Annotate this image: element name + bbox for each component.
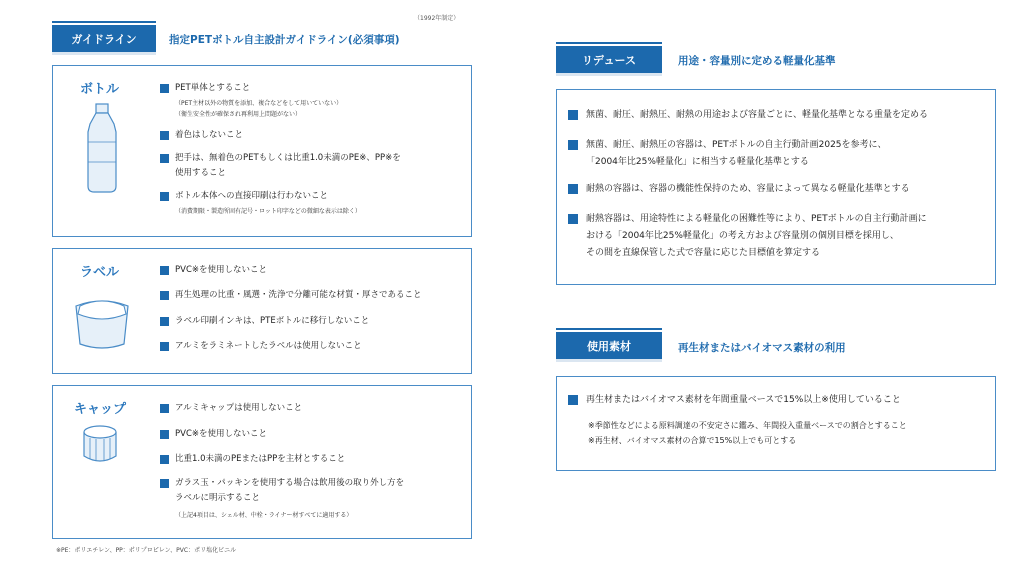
reduce-tag: リデュース — [556, 46, 662, 76]
cap-item-3: 比重1.0未満のPEまたはPPを主材とすること — [160, 452, 460, 467]
cap-item-1: アルミキャップは使用しないこと — [160, 401, 460, 416]
material-item: 再生材またはバイオマス素材を年間重量ベースで15%以上※使用していること — [568, 392, 992, 409]
bottle-item-4: ボトル本体への直接印刷は行わないこと — [160, 189, 460, 204]
cap-note: （上記4項目は、シェル材、中栓・ライナー材すべてに適用する） — [175, 512, 353, 519]
cap-illustration — [78, 422, 122, 466]
bottle-label: ボトル — [80, 82, 120, 97]
guideline-tag: ガイドライン — [52, 25, 156, 55]
reduce-item-2: 無菌、耐圧、耐熱圧の容器は、PETボトルの自主行動計画2025を参考に、 「2004年比25%軽量化」に相当する軽量化基準とする — [568, 137, 992, 171]
cap-item-4: ガラス玉・パッキンを使用する場合は飲用後の取り外し方を ラベルに明示すること — [160, 476, 460, 506]
material-notes: ※季節性などによる原料調達の不安定さに鑑み、年間投入重量ベースでの割合とすること ※再生材、バイオマス素材の合算で15%以上でも可とする — [588, 421, 907, 445]
reduce-item-1: 無菌、耐圧、耐熱圧、耐熱の用途および容量ごとに、軽量化基準となる重量を定める — [568, 107, 992, 124]
reduce-item-4: 耐熱容器は、用途特性による軽量化の困難性等により、PETボトルの自主行動計画に おける「2004年比25%軽量化」の考え方および容量別の個別目標を採用し、 その間を直線保管した式で容量に応じた目標値を算定する — [568, 211, 992, 262]
label-item-2: 再生処理の比重・風選・洗浄で分離可能な材質・厚さであること — [160, 288, 470, 303]
label-item-4: アルミをラミネートしたラベルは使用しないこと — [160, 339, 460, 354]
bottle-item-4-note: （消費期限・製造所固有記号・ロット印字などの微細な表示は除く） — [175, 208, 361, 215]
label-label: ラベル — [80, 265, 120, 280]
guideline-title: 指定PETボトル自主設計ガイドライン(必須事項) — [169, 34, 400, 46]
bottle-illustration — [80, 102, 124, 196]
cap-label: キャップ — [74, 402, 127, 417]
material-tag: 使用素材 — [556, 332, 662, 362]
label-illustration — [72, 292, 132, 354]
material-title: 再生材またはバイオマス素材の利用 — [678, 342, 846, 354]
label-item-3: ラベル印刷インキは、PTEボトルに移行しないこと — [160, 314, 460, 329]
label-item-1: PVC※を使用しないこと — [160, 263, 460, 278]
established-note: （1992年制定） — [414, 15, 460, 22]
bottle-item-3: 把手は、無着色のPETもしくは比重1.0未満のPE※、PP※を 使用すること — [160, 151, 460, 181]
reduce-title: 用途・容量別に定める軽量化基準 — [678, 55, 836, 67]
bottle-item-1-note: （PET主材以外の物質を添加、複合などをして用いていない） （衛生安全性が確保され再利用上問題がない） — [175, 100, 343, 118]
bottle-item-2: 着色はしないこと — [160, 128, 460, 143]
cap-item-2: PVC※を使用しないこと — [160, 427, 460, 442]
abbreviation-footnote: ※PE：ポリエチレン、PP：ポリプロピレン、PVC：ポリ塩化ビニル — [56, 547, 237, 554]
bottle-item-1: PET単体とすること — [160, 81, 460, 96]
reduce-item-3: 耐熱の容器は、容器の機能性保持のため、容量によって異なる軽量化基準とする — [568, 181, 992, 198]
